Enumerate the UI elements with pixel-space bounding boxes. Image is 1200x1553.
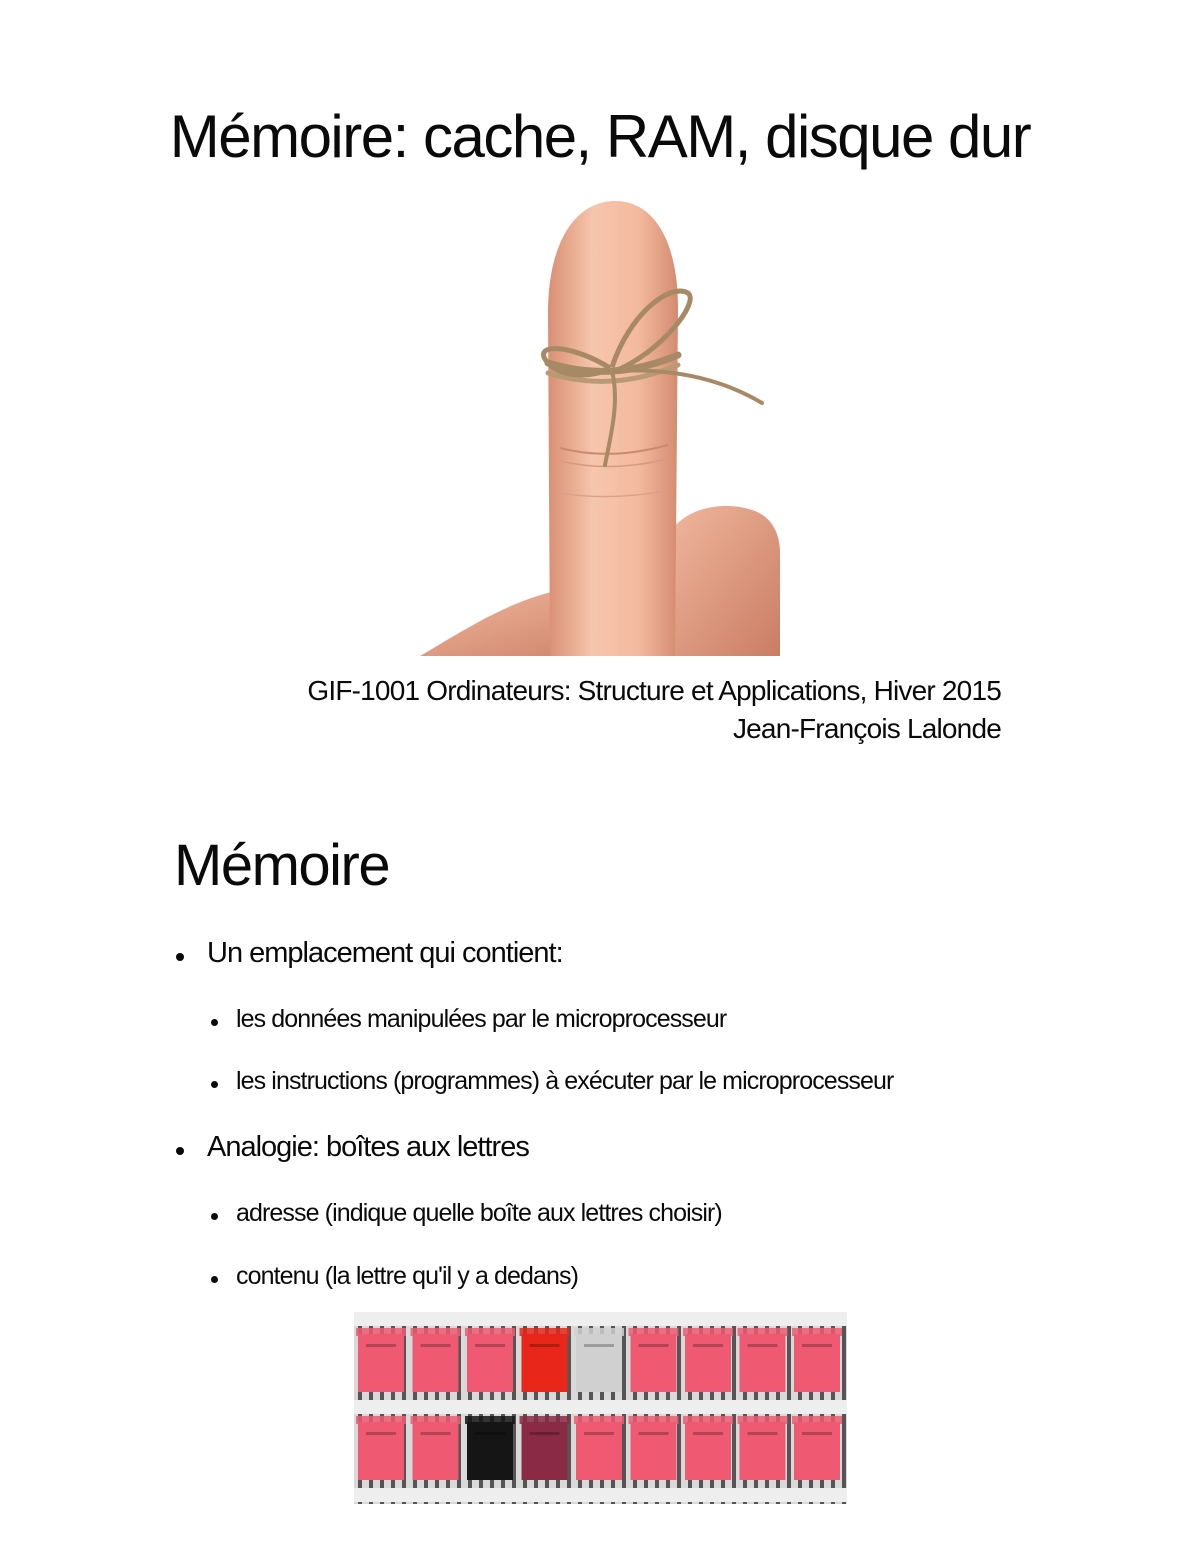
bullet-text: Un emplacement qui contient: <box>207 937 563 969</box>
sub-bullet-text: contenu (la lettre qu'il y a dedans) <box>236 1262 579 1290</box>
author-name: Jean-François Lalonde <box>732 713 1001 744</box>
bullet-icon <box>176 1147 184 1155</box>
mailbox <box>794 1422 840 1480</box>
sub-bullet-text: les données manipulées par le microprocesseur <box>236 1005 727 1033</box>
bullet-text: Analogie: boîtes aux lettres <box>207 1131 529 1163</box>
sub-bullet-item <box>211 1067 893 1096</box>
bullet-icon <box>211 1019 218 1026</box>
mailbox <box>467 1334 513 1392</box>
mailbox <box>740 1334 786 1392</box>
course-credits <box>200 672 1001 748</box>
mailbox <box>576 1422 622 1480</box>
mailbox <box>576 1334 622 1392</box>
mailbox <box>740 1422 786 1480</box>
sub-bullet-item <box>211 1005 726 1034</box>
mailbox <box>413 1422 459 1480</box>
mailbox <box>685 1334 731 1392</box>
mailbox <box>467 1422 513 1480</box>
course-name: GIF-1001 Ordinateurs: Structure et Applications, Hiver 2015 <box>307 675 1001 706</box>
mailbox <box>358 1334 404 1392</box>
section-title: Mémoire <box>174 833 390 898</box>
finger-string-image <box>420 193 780 656</box>
sub-bullet-item <box>211 1262 578 1291</box>
sub-bullet-text: les instructions (programmes) à exécuter par le microprocesseur <box>236 1067 894 1095</box>
slide-title: Mémoire: cache, RAM, disque dur <box>169 103 1031 170</box>
bullet-icon <box>211 1276 218 1283</box>
mailbox <box>358 1422 404 1480</box>
mailbox <box>631 1422 677 1480</box>
bullet-icon <box>176 953 184 961</box>
mailbox <box>794 1334 840 1392</box>
bullet-item <box>176 937 563 970</box>
mailbox <box>522 1334 568 1392</box>
mailbox <box>631 1334 677 1392</box>
mailbox <box>413 1334 459 1392</box>
bullet-icon <box>211 1081 218 1088</box>
mailbox <box>522 1422 568 1480</box>
bullet-item <box>176 1131 529 1164</box>
sub-bullet-item <box>211 1199 722 1228</box>
mailbox <box>685 1422 731 1480</box>
sub-bullet-text: adresse (indique quelle boîte aux lettres choisir) <box>236 1199 722 1227</box>
mailboxes-image <box>354 1312 847 1504</box>
bullet-icon <box>211 1213 218 1220</box>
